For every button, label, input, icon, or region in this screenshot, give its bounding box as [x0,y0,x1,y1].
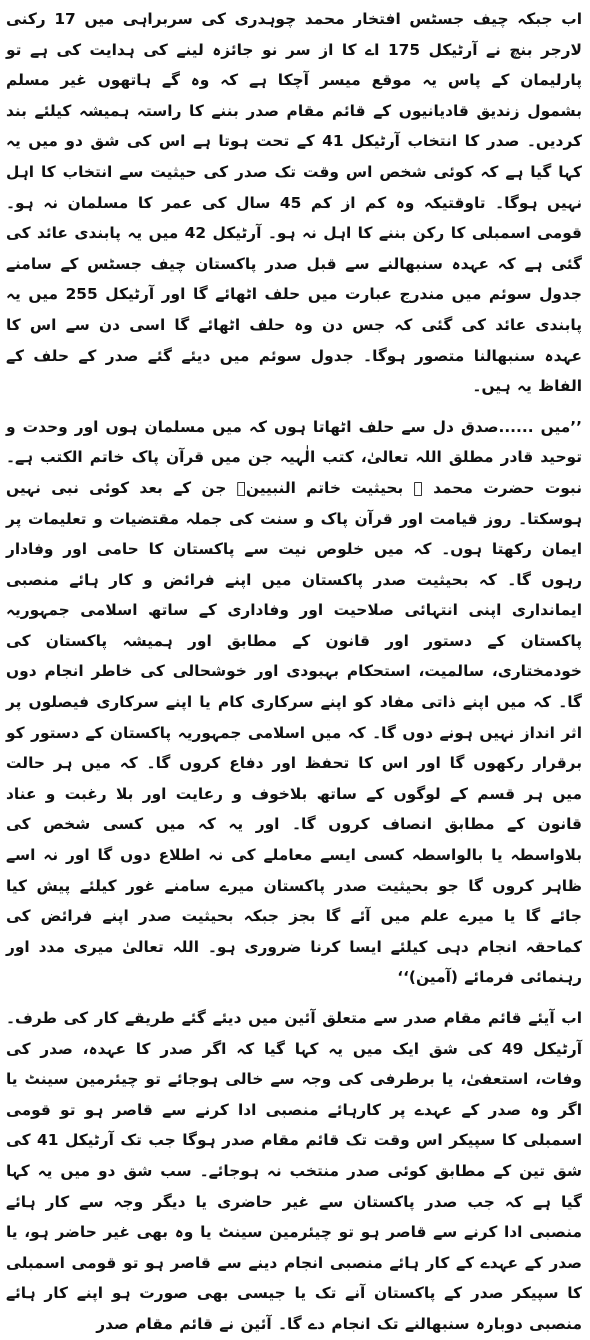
article-paragraph-oath: ’’میں ......صدق دل سے حلف اٹھاتا ہوں کہ میں مسلمان ہوں اور وحدت و توحید قادر مطلق اللہ تعالیٰ، کتب الٰہیہ جن میں قرآن پاک خاتم الکتب ہے۔ نبوت حضرت محمد ﷺ بحیثیت خاتم النبیینؐ جن کے بعد کوئی نبی نہیں ہوسکتا۔ روز قیامت اور قرآن پاک و سنت کی جملہ مقتضیات و تعلیمات پر ایمان رکھتا ہوں۔ کہ میں خلوص نیت سے پاکستان کا حامی اور وفادار رہوں گا۔ کہ بحیثیت صدر پاکستان میں اپنے فرائض و کار ہائے منصبی ایمانداری اپنی انتہائی صلاحیت اور وفاداری کے ساتھ اسلامی جمہوریہ پاکستان کے دستور اور قانون کے مطابق اور ہمیشہ پاکستان کی خودمختاری، سالمیت، استحکام بہبودی اور خوشحالی کی خاطر انجام دوں گا۔ کہ میں اپنے ذاتی مفاد کو اپنے سرکاری کام یا اپنے سرکاری فیصلوں پر اثر انداز نہیں ہونے دوں گا۔ کہ میں اسلامی جمہوریہ پاکستان کے دستور کو برقرار رکھوں گا اور اس کا تحفظ اور دفاع کروں گا۔ کہ میں ہر حالت میں ہر قسم کے لوگوں کے ساتھ بلاخوف و رعایت اور بلا رغبت و عناد قانون کے مطابق انصاف کروں گا۔ اور یہ کہ میں کسی شخص کی بلاواسطہ یا بالواسطہ کسی ایسے معاملے کی نہ اطلاع دوں گا اور نہ اسے ظاہر کروں گا جو بحیثیت صدر پاکستان میرے سامنے غور کیلئے پیش کیا جائے گا یا میرے علم میں آئے گا بجز جبکہ بحیثیت صدر اپنے فرائض کی کماحقہ انجام دہی کیلئے ایسا کرنا ضروری ہو۔ اللہ تعالیٰ میری مدد اور رہنمائی فرمائے (آمین)‘‘ [6,417,582,987]
paragraph-gap [6,993,582,1003]
article-paragraph-intro: اب جبکہ چیف جسٹس افتخار محمد چوہدری کی سربراہی میں 17 رکنی لارجر بنچ نے آرٹیکل 175 اے کا از سر نو جائزہ لینے کی ہدایت کی ہے تو پارلیمان کے پاس یہ موقع میسر آچکا ہے کہ وہ گے ہاتھوں غیر مسلم بشمول زندیق قادیانیوں کے قائم مقام صدر بننے کا راستہ ہمیشہ کیلئے بند کردیں۔ صدر کا انتخاب آرٹیکل 41 کے تحت ہوتا ہے اس کی شق دو میں یہ کہا گیا ہے کہ کوئی شخص اس وقت تک صدر کی حیثیت سے انتخاب کا اہل نہیں ہوگا۔ تاوقتیکہ وہ کم از کم 45 سال کی عمر کا مسلمان نہ ہو۔ قومی اسمبلی کا رکن بننے کا اہل نہ ہو۔ آرٹیکل 42 میں یہ پابندی عائد کی گئی ہے کہ عہدہ سنبھالنے سے قبل صدر پاکستان چیف جسٹس کے سامنے جدول سوئم میں مندرج عبارت میں حلف اٹھائے گا اور آرٹیکل 255 میں یہ پابندی عائد کی گئی کہ جس دن وہ حلف اٹھائے گا اسی دن سے اس کا عہدہ سنبھالنا متصور ہوگا۔ جدول سوئم میں دیئے گئے صدر کے حلف کے الفاظ یہ ہیں۔ [6,10,582,396]
article-paragraph-acting-president: اب آیئے قائم مقام صدر سے متعلق آئین میں دیئے گئے طریقے کار کی طرف۔ آرٹیکل 49 کی شق ایک میں یہ کہا گیا کہ اگر صدر کا عہدہ، صدر کی وفات، استعفیٰ، یا برطرفی کی وجہ سے خالی ہوجائے تو چیئرمین سینٹ یا اگر وہ صدر کے عہدے پر کارہائے منصبی ادا کرنے سے قاصر ہو تو قومی اسمبلی کا سپیکر اس وقت تک قائم مقام صدر ہوگا جب تک آرٹیکل 41 کی شق تین کے مطابق کوئی صدر منتخب نہ ہوجائے۔ سب شق دو میں یہ کہا گیا ہے کہ جب صدر پاکستان سے غیر حاضری یا دیگر وجہ سے کار ہائے منصبی ادا کرنے سے قاصر ہو تو چیئرمین سینٹ یا وہ بھی غیر حاضر ہو، یا صدر کے عہدے کے کار ہائے منصبی انجام دینے سے قاصر ہو تو قومی اسمبلی کا سپیکر صدر کے پاکستان آنے تک یا جیسی بھی صورت ہو اپنے کار ہائے منصبی دوبارہ سنبھالنے تک انجام دے گا۔ آئین نے قائم مقام صدر [6,1009,583,1333]
paragraph-gap [6,402,582,412]
